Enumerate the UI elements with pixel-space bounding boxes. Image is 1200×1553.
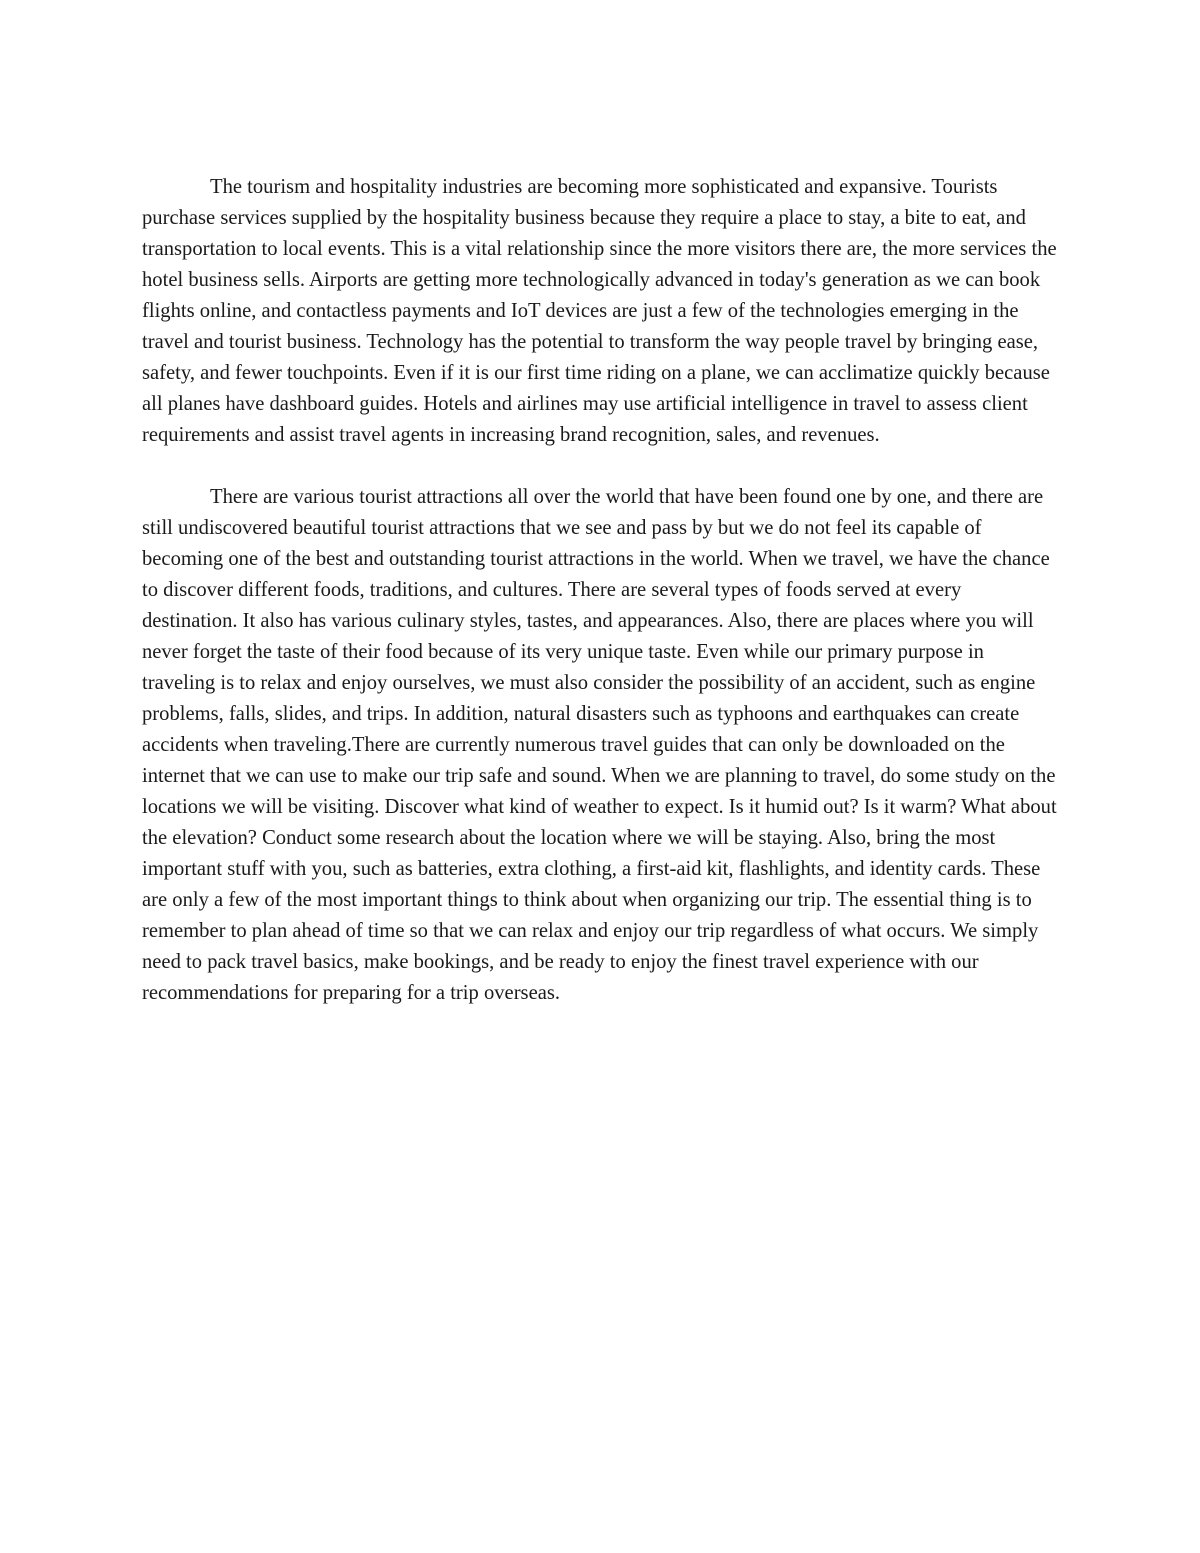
paragraph-tourism-technology: The tourism and hospitality industries are becoming more sophisticated and expansive. Tourists purchase services supplied by the hospitality business because they require a place to stay, a bite to eat, and transportation to local events. This is a vital relationship since the more visitors there are, the more services the hotel business sells. Airports are getting more technologically advanced in today's generation as we can book flights online, and contactless payments and IoT devices are just a few of the technologies emerging in the travel and tourist business. Technology has the potential to transform the way people travel by bringing ease, safety, and fewer touchpoints. Even if it is our first time riding on a plane, we can acclimatize quickly because all planes have dashboard guides. Hotels and airlines may use artificial intelligence in travel to assess client requirements and assist travel agents in increasing brand recognition, sales, and revenues. bbox=[142, 176, 1057, 446]
paragraph-tourist-attractions: There are various tourist attractions all over the world that have been found one by one, and there are still undiscovered beautiful tourist attractions that we see and pass by but we do not feel its capable of becoming one of the best and outstanding tourist attractions in the world. When we travel, we have the chance to discover different foods, traditions, and cultures. There are several types of foods served at every destination. It also has various culinary styles, tastes, and appearances. Also, there are places where you will never forget the taste of their food because of its very unique taste. Even while our primary purpose in traveling is to relax and enjoy ourselves, we must also consider the possibility of an accident, such as engine problems, falls, slides, and trips. In addition, natural disasters such as typhoons and earthquakes can create accidents when traveling.There are currently numerous travel guides that can only be downloaded on the internet that we can use to make our trip safe and sound. When we are planning to travel, do some study on the locations we will be visiting. Discover what kind of weather to expect. Is it humid out? Is it warm? What about the elevation? Conduct some research about the location where we will be staying. Also, bring the most important stuff with you, such as batteries, extra clothing, a first-aid kit, flashlights, and identity cards. These are only a few of the most important things to think about when organizing our trip. The essential thing is to remember to plan ahead of time so that we can relax and enjoy our trip regardless of what occurs. We simply need to pack travel basics, make bookings, and be ready to enjoy the finest travel experience with our recommendations for preparing for a trip overseas. bbox=[142, 486, 1057, 1004]
document-body bbox=[142, 172, 1060, 1040]
